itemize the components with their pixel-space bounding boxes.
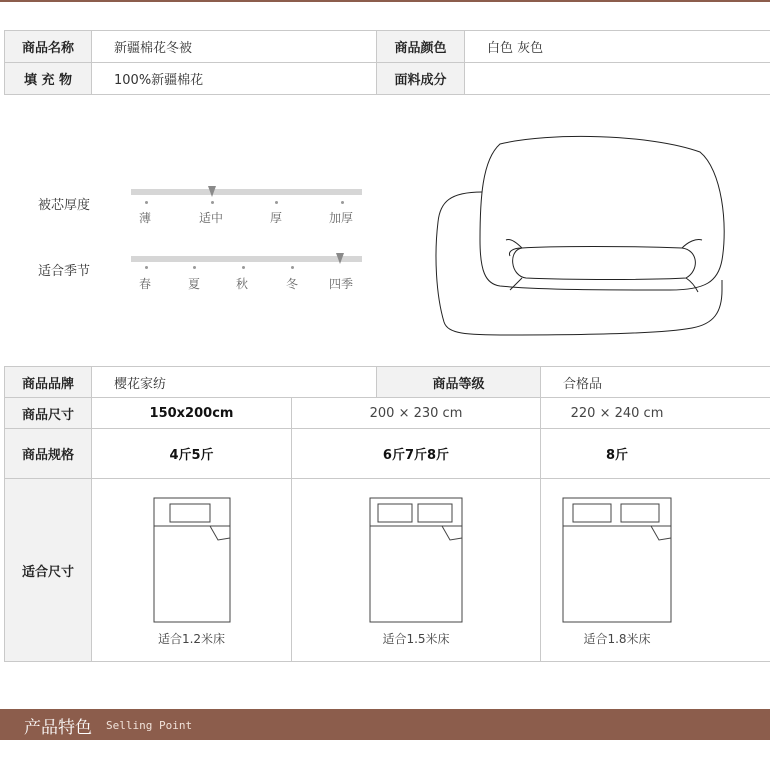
table-row <box>5 398 770 429</box>
bed-cell-3 <box>541 479 770 662</box>
season-tick-summer: 夏 <box>188 277 201 291</box>
weight-small: 4斤5斤 <box>92 429 292 479</box>
table-row <box>5 31 770 63</box>
season-tick-all: 四季 <box>329 277 354 291</box>
bed-caption-1: 适合1.2米床 <box>157 632 226 646</box>
filling-value: 100%新疆棉花 <box>92 63 377 95</box>
selling-point-banner <box>0 709 770 740</box>
thickness-tick-extra: 加厚 <box>329 211 354 225</box>
table-row <box>5 63 770 95</box>
thickness-marker <box>208 186 216 197</box>
bed-caption-2: 适合1.5米床 <box>382 632 450 646</box>
thickness-tick-thin: 薄 <box>139 211 152 225</box>
season-bar <box>131 256 362 262</box>
color-value: 白色 灰色 <box>465 31 770 63</box>
fit-label: 适合尺寸 <box>5 479 92 662</box>
season-tick-winter: 冬 <box>286 277 299 291</box>
brand-label: 商品品牌 <box>5 367 92 398</box>
brand-value: 樱花家纺 <box>92 367 377 398</box>
size-weight-table <box>4 397 770 662</box>
table-row <box>5 429 770 479</box>
king-bed-icon <box>561 496 673 624</box>
tick-dot <box>211 201 214 204</box>
size-label: 商品尺寸 <box>5 398 92 429</box>
top-rule <box>0 0 770 2</box>
table-row <box>5 367 770 398</box>
grade-value: 合格品 <box>541 367 770 398</box>
thickness-bar <box>131 189 362 195</box>
season-tick-spring: 春 <box>139 277 152 291</box>
name-value: 新疆棉花冬被 <box>92 31 377 63</box>
weight-large: 8斤 <box>541 429 770 479</box>
size-150: 150x200cm <box>92 398 292 429</box>
bed-caption-3: 适合1.8米床 <box>583 632 651 646</box>
table-row <box>5 479 770 662</box>
product-info-table <box>4 30 770 95</box>
single-bed-icon <box>152 496 232 624</box>
size-200: 200 × 230 cm <box>292 398 541 429</box>
thickness-tick-thick: 厚 <box>270 211 283 225</box>
banner-subtitle: Selling Point <box>106 719 193 732</box>
season-tick-autumn: 秋 <box>236 277 249 291</box>
name-label: 商品名称 <box>5 31 92 63</box>
tick-dot <box>291 266 294 269</box>
tick-dot <box>193 266 196 269</box>
season-marker <box>336 253 344 264</box>
spec-label: 商品规格 <box>5 429 92 479</box>
quilt-illustration <box>430 130 730 345</box>
tick-dot <box>242 266 245 269</box>
grade-label: 商品等级 <box>377 367 541 398</box>
thickness-tick-medium: 适中 <box>199 211 224 225</box>
weight-mid: 6斤7斤8斤 <box>292 429 541 479</box>
thickness-label: 被芯厚度 <box>38 198 91 213</box>
color-label: 商品颜色 <box>377 31 465 63</box>
fabric-value <box>465 63 770 95</box>
banner-title: 产品特色 <box>24 718 92 738</box>
tick-dot <box>341 201 344 204</box>
bed-cell-2 <box>292 479 541 662</box>
filling-label: 填 充 物 <box>5 63 92 95</box>
tick-dot <box>145 201 148 204</box>
fabric-label: 面料成分 <box>377 63 465 95</box>
double-bed-icon <box>368 496 464 624</box>
size-220: 220 × 240 cm <box>541 398 770 429</box>
tick-dot <box>145 266 148 269</box>
tick-dot <box>275 201 278 204</box>
bed-cell-1 <box>92 479 292 662</box>
season-label: 适合季节 <box>38 264 91 279</box>
size-spec-table <box>4 366 770 398</box>
